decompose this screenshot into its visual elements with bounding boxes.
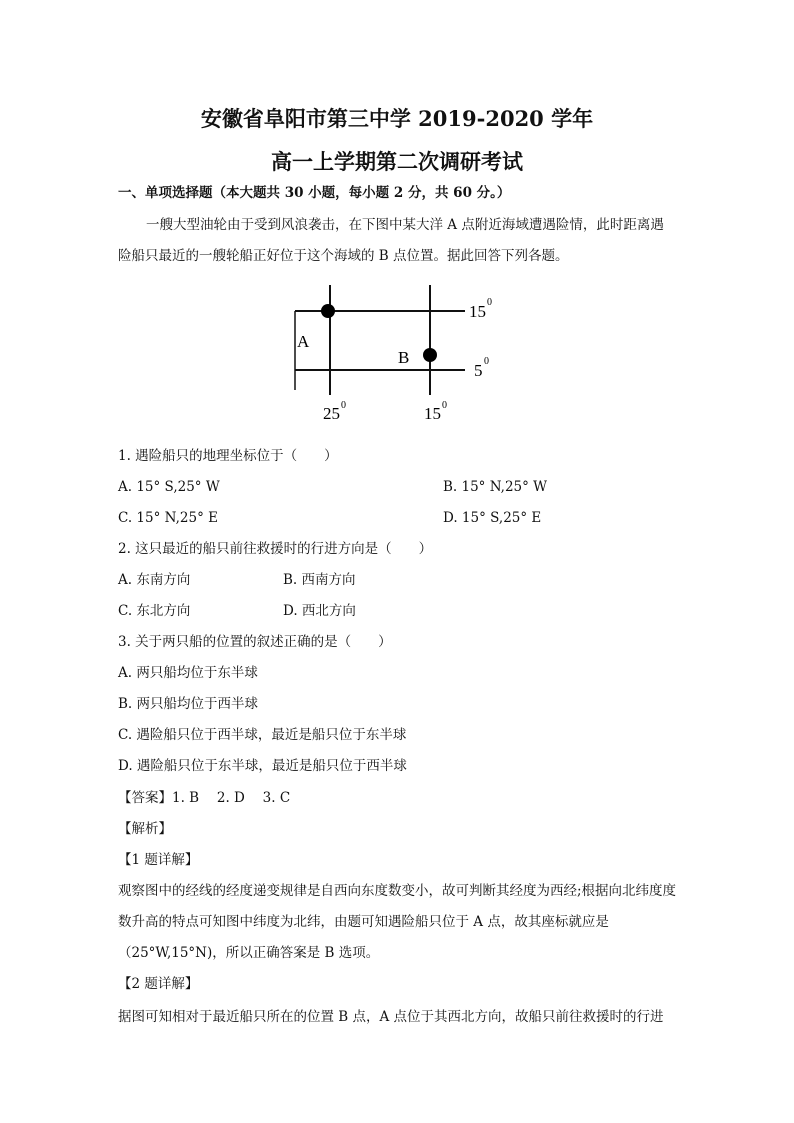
question-3-option-c: C. 遇险船只位于西半球，最近是船只位于东半球 xyxy=(118,727,407,743)
question-1-option-c: C. 15° N,25° E xyxy=(118,510,218,526)
detail-1-text: 观察图中的经线的经度递变规律是自西向东度数变小，故可判断其经度为西经;根据向北纬度度数升高的特点可知图中纬度为北纬，由题可知遇险船只位于 A 点，故其座标就应是（25°W,15°N)，所以正确答案是 B 选项。 xyxy=(118,883,677,961)
point-b-marker xyxy=(423,348,437,362)
question-3-option-b: B. 两只船均位于西半球 xyxy=(118,696,259,712)
point-a-marker xyxy=(321,304,335,318)
detail-1-label: 【1 题详解】 xyxy=(118,852,199,868)
question-1-option-b: B. 15° N,25° W xyxy=(443,479,548,495)
question-2-option-c: C. 东北方向 xyxy=(118,603,191,619)
detail-2-label: 【2 题详解】 xyxy=(118,976,199,992)
intro-line-2: 险船只最近的一艘轮船正好位于这个海域的 B 点位置。据此回答下列各题。 xyxy=(118,248,569,264)
question-2-option-d: D. 西北方向 xyxy=(283,603,356,619)
intro-line-1: 一艘大型油轮由于受到风浪袭击，在下图中某大洋 A 点附近海域遭遇险情，此时距离遇 xyxy=(146,217,664,233)
detail-2-text: 据图可知相对于最近船只所在的位置 B 点，A 点位于其西北方向，故船只前往救援时的行进 xyxy=(118,1009,664,1025)
lat-bottom-label: 5 xyxy=(474,361,483,380)
question-3-stem: 3. 关于两只船的位置的叙述正确的是（ ） xyxy=(118,634,392,650)
answer-line: 【答案】1. B 2. D 3. C xyxy=(118,790,291,806)
lon-left-label: 25 xyxy=(323,404,340,423)
point-b-label: B xyxy=(398,348,410,367)
lon-left-degree: 0 xyxy=(341,400,346,411)
title-line-2: 高一上学期第二次调研考试 xyxy=(271,149,523,174)
question-3-option-a: A. 两只船均位于东半球 xyxy=(118,665,258,681)
section-heading: 一、单项选择题（本大题共 30 小题，每小题 2 分，共 60 分。） xyxy=(118,185,511,201)
question-3-option-d: D. 遇险船只位于东半球，最近是船只位于西半球 xyxy=(118,758,407,774)
question-2-option-b: B. 西南方向 xyxy=(283,572,356,588)
point-a-label: A xyxy=(297,332,310,351)
question-1-option-d: D. 15° S,25° E xyxy=(443,510,542,526)
lat-top-label: 15 xyxy=(469,302,486,321)
analysis-label: 【解析】 xyxy=(118,821,172,837)
lat-top-degree: 0 xyxy=(487,297,492,308)
lat-bottom-degree: 0 xyxy=(484,356,489,367)
question-1-option-a: A. 15° S,25° W xyxy=(118,479,220,495)
lon-right-degree: 0 xyxy=(442,400,447,411)
lon-right-label: 15 xyxy=(424,404,441,423)
coordinate-grid-figure xyxy=(285,280,515,430)
question-2-option-a: A. 东南方向 xyxy=(118,572,191,588)
title-line-1: 安徽省阜阳市第三中学 2019-2020 学年 xyxy=(200,106,594,131)
question-1-stem: 1. 遇险船只的地理坐标位于（ ） xyxy=(118,448,338,464)
question-2-stem: 2. 这只最近的船只前往救援时的行进方向是（ ） xyxy=(118,541,433,557)
